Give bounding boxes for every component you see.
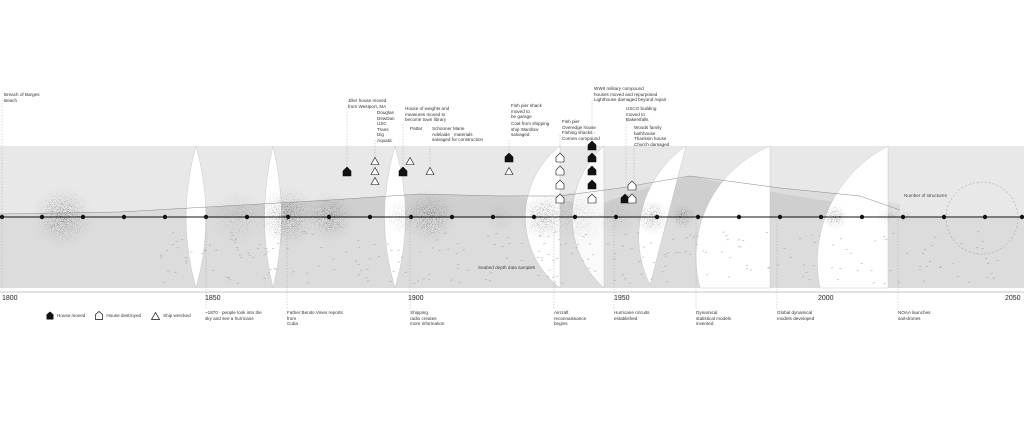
timeline-point bbox=[327, 215, 331, 219]
year-label: 1800 bbox=[2, 295, 18, 302]
timeline-point bbox=[942, 215, 946, 219]
timeline-point bbox=[737, 215, 741, 219]
annotation-top: WWII military compound houses moved and repurposed Lighthouse damaged beyond repair bbox=[594, 86, 667, 103]
annotation-top: Pattar bbox=[410, 126, 423, 131]
house-outline-icon bbox=[95, 311, 103, 320]
timeline-point bbox=[491, 215, 495, 219]
annotation-bottom: NOAA launches sail-drones bbox=[898, 310, 931, 321]
timeline-point bbox=[409, 215, 413, 219]
legend-house-moved bbox=[46, 311, 85, 320]
timeline-point bbox=[532, 215, 536, 219]
structures-label: Number of structures bbox=[904, 193, 947, 198]
timeline-point bbox=[819, 215, 823, 219]
timeline-point bbox=[286, 215, 290, 219]
timeline-point bbox=[573, 215, 577, 219]
annotation-bottom: Shipping radio creates more information bbox=[410, 310, 445, 327]
annotation-top: Jiller house moved from Westport, MA bbox=[348, 98, 387, 109]
timeline-point bbox=[696, 215, 700, 219]
annotation-top: Schooner Marie Adelaide · materials salvaged for construction bbox=[432, 126, 484, 143]
timeline-point bbox=[983, 215, 987, 219]
legend-label: House moved bbox=[57, 313, 86, 318]
annotation-bottom: Dynamical statistical models invented bbox=[696, 310, 731, 327]
timeline-point bbox=[163, 215, 167, 219]
annotation-top: Fish pier Overedge house Fishing shacks - Cornen compound bbox=[562, 119, 600, 141]
year-label: 1900 bbox=[408, 295, 424, 302]
annotation-top: Fish pier shack moved to be garage bbox=[511, 103, 542, 120]
house-filled-icon bbox=[46, 311, 54, 320]
annotation-top: House of weights and measures moved to become town library bbox=[405, 106, 450, 123]
timeline-point bbox=[368, 215, 372, 219]
annotation-bottom: Aircraft reconnaissance begins bbox=[554, 310, 587, 327]
annotation-top: Breach of Barges Beach bbox=[4, 92, 40, 103]
year-label: 2000 bbox=[818, 295, 834, 302]
legend-label: House destroyed bbox=[106, 313, 142, 318]
annotation-bottom: Global dynamical models developed bbox=[777, 310, 815, 321]
timeline-point bbox=[450, 215, 454, 219]
triangle-outline-icon bbox=[151, 312, 160, 320]
annotation-top: Douglas DewDan USC Trans Dig Aquatic bbox=[377, 110, 395, 143]
house-filled-icon bbox=[588, 141, 596, 150]
timeline-point bbox=[122, 215, 126, 219]
timeline-point bbox=[901, 215, 905, 219]
annotation-bottom: Hurricane circuits established bbox=[614, 310, 650, 321]
timeline-point bbox=[40, 215, 44, 219]
legend-label: Ship wrecked bbox=[163, 313, 191, 318]
timeline-point bbox=[614, 215, 618, 219]
timeline-point bbox=[860, 215, 864, 219]
seabed-label: Seabed depth data samples bbox=[478, 265, 536, 270]
timeline-point bbox=[778, 215, 782, 219]
timeline-point bbox=[655, 215, 659, 219]
annotation-bottom: ~1870 · people look into the sky and see a hurricane bbox=[205, 310, 262, 321]
annotation-top: USCG building moved to Bakersfalls bbox=[626, 106, 657, 123]
timeline-point bbox=[81, 215, 85, 219]
annotation-top: Woods family bathhouse Thanksin house Church damaged bbox=[634, 125, 670, 147]
year-label: 2050 bbox=[1005, 295, 1021, 302]
year-label: 1950 bbox=[614, 295, 630, 302]
annotation-bottom: Father Benito Vines reports from Cuba bbox=[287, 310, 343, 327]
timeline-point bbox=[1020, 215, 1024, 219]
legend-house-destroyed bbox=[95, 311, 141, 320]
year-label: 1850 bbox=[205, 295, 221, 302]
annotation-top: Coal from shipping ship Wardlow salvaged bbox=[511, 121, 550, 138]
legend-ship-wrecked bbox=[151, 312, 191, 320]
timeline-point bbox=[245, 215, 249, 219]
legend bbox=[46, 311, 191, 320]
